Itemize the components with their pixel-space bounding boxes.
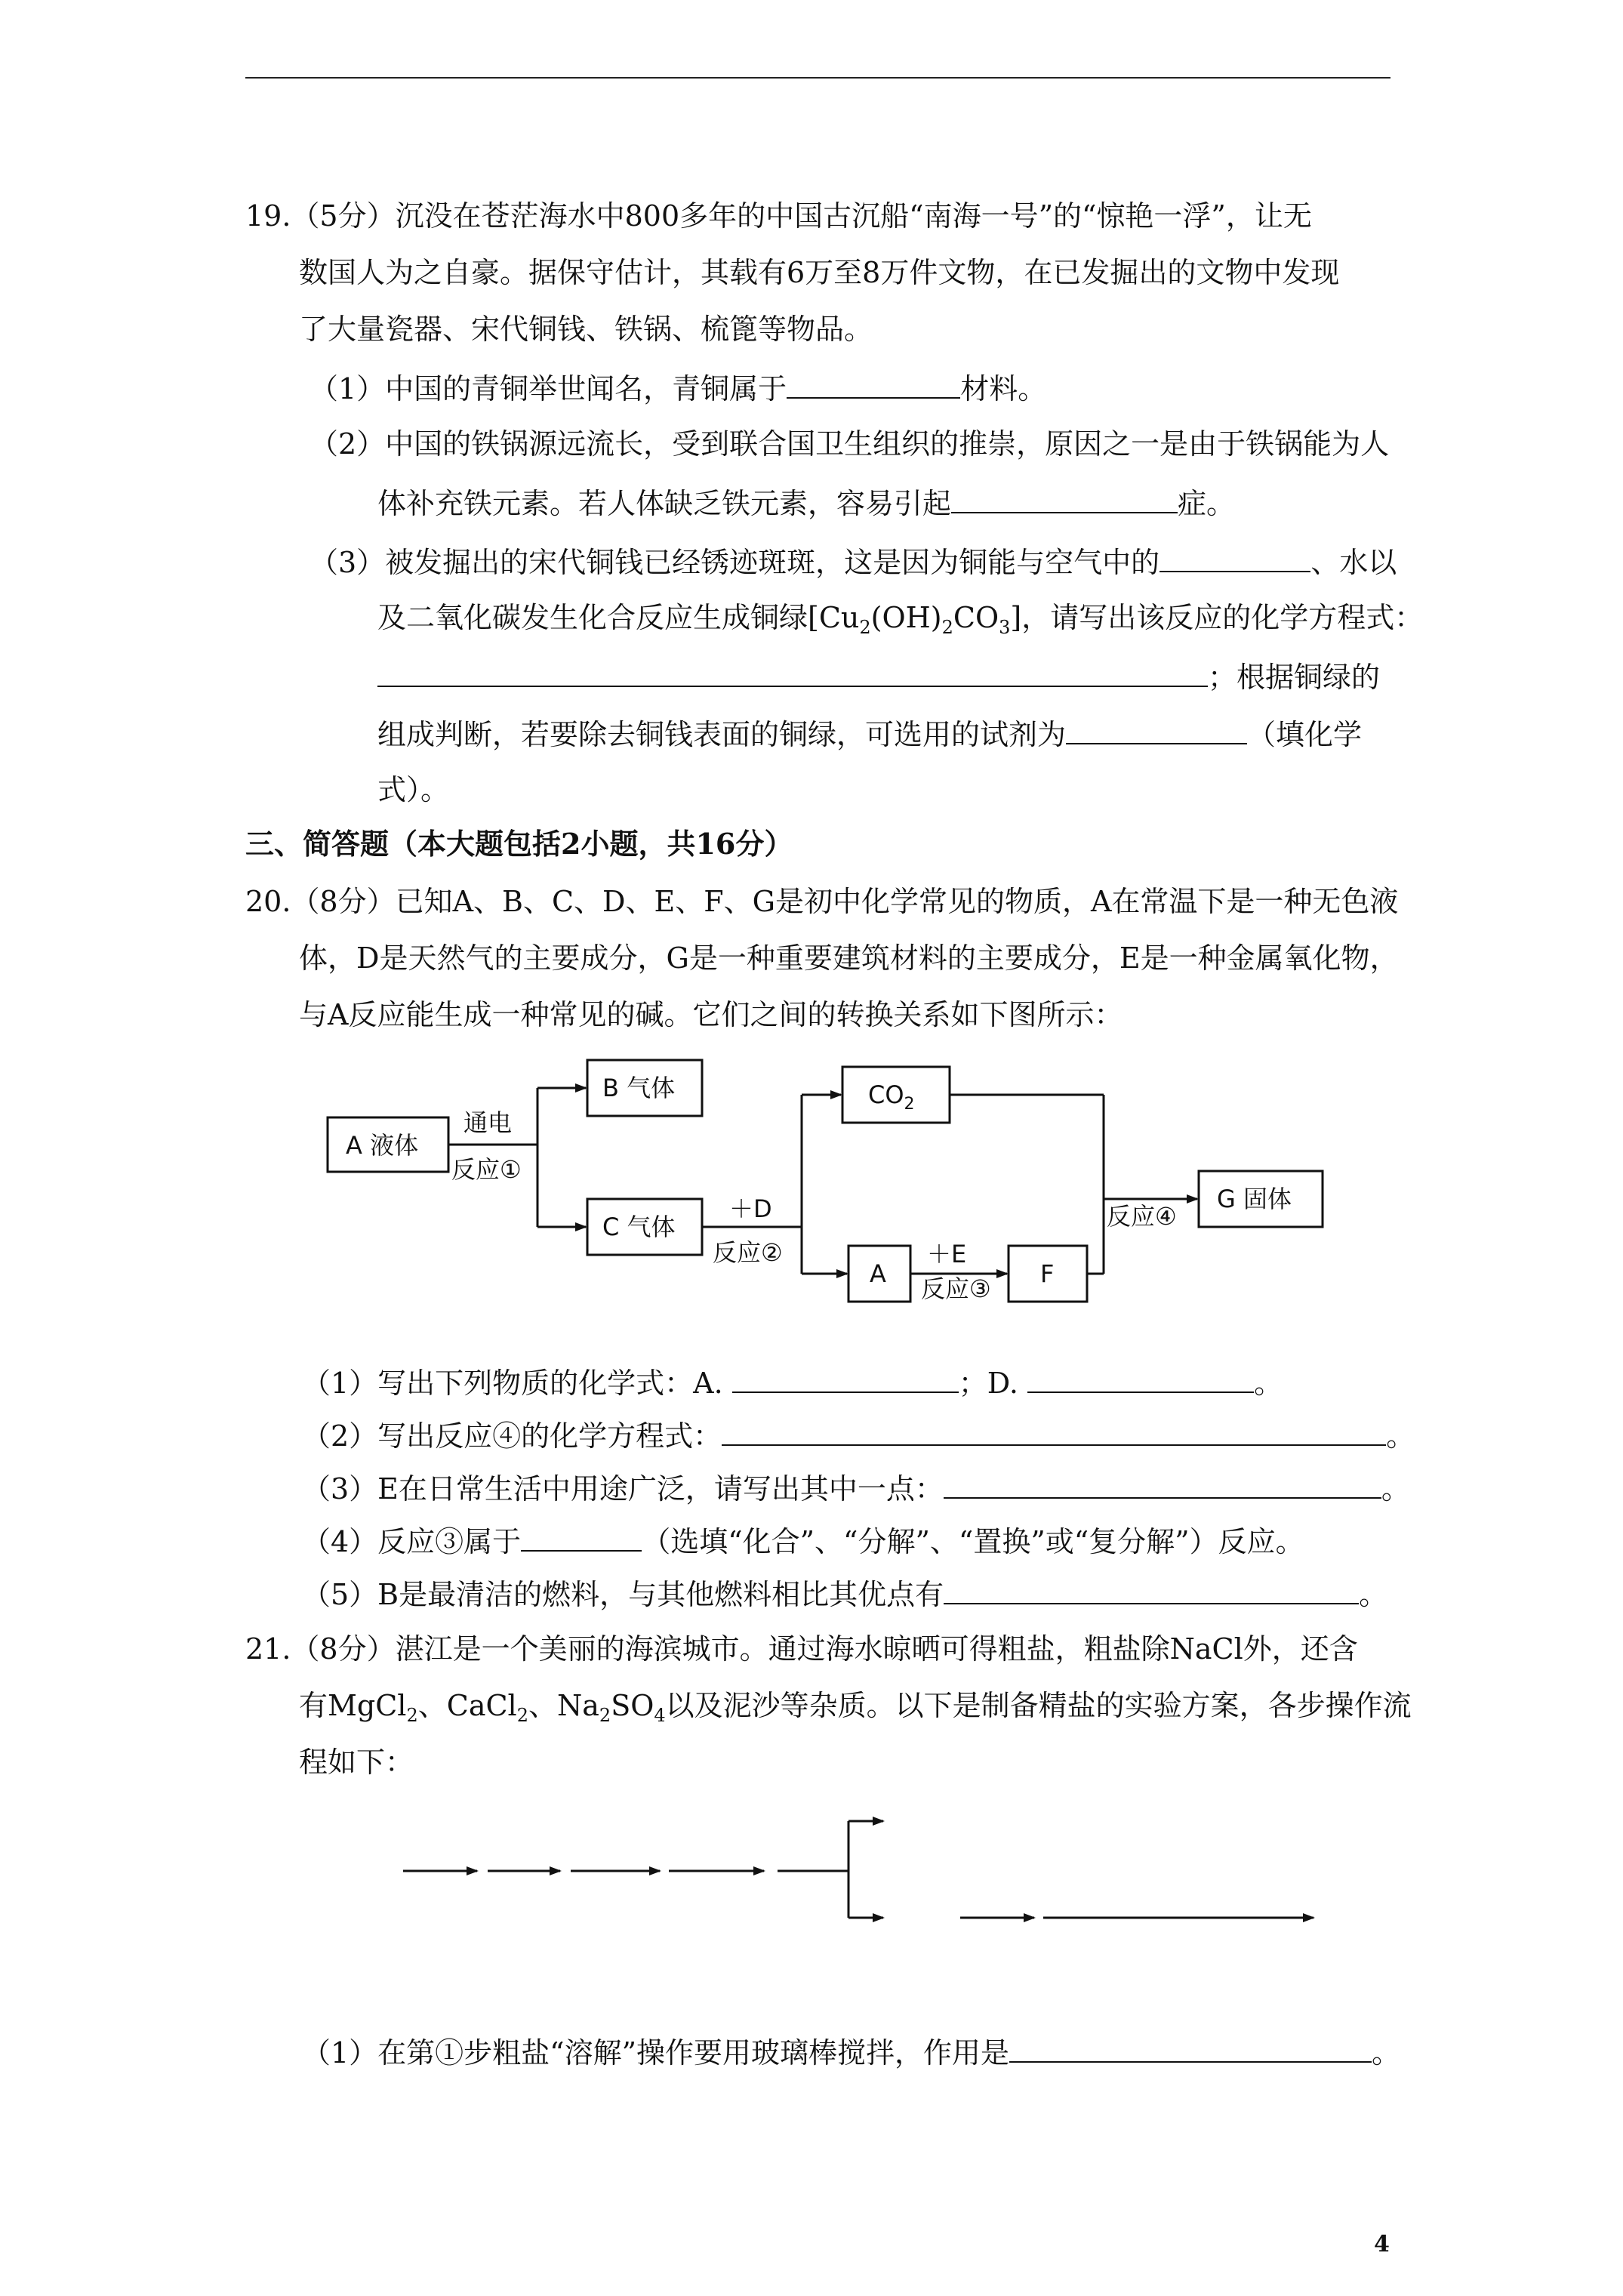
q20-line-1: 20.（8分）已知A、B、C、D、E、F、G是初中化学常见的物质，A在常温下是一种无色液 [245, 885, 1399, 918]
answer-blank[interactable] [787, 368, 960, 399]
label-reaction-2: 反应② [713, 1238, 783, 1267]
box-co2-label: $CO_2$ [868, 1080, 915, 1114]
answer-blank[interactable] [944, 1574, 1359, 1604]
label-plus-d: ＋D [729, 1194, 772, 1223]
q19-part-3-line-5: 式）。 [377, 773, 450, 806]
q20-part-2: （2）写出反应④的化学方程式： 。 [302, 1416, 1415, 1454]
box-a-label: A 液体 [346, 1131, 419, 1160]
answer-blank[interactable] [1066, 714, 1247, 744]
box-c-gas [587, 1199, 702, 1255]
answer-blank[interactable] [521, 1521, 642, 1552]
box-co2 [842, 1067, 950, 1123]
q20-part-5: （5）B是最清洁的燃料，与其他燃料相比其优点有 。 [302, 1574, 1387, 1613]
box-c-label: C 气体 [602, 1213, 676, 1241]
box-b-label: B 气体 [602, 1074, 676, 1102]
q21-line-1: 21.（8分）湛江是一个美丽的海滨城市。通过海水晾晒可得粗盐，粗盐除NaCl外，还含 [245, 1632, 1358, 1666]
q19-line-1: 19.（5分）沉没在苍茫海水中800多年的中国古沉船“南海一号”的“惊艳一浮”，让无 [245, 199, 1312, 233]
answer-blank[interactable] [732, 1363, 959, 1393]
q20-line-3: 与A反应能生成一种常见的碱。它们之间的转换关系如下图所示： [299, 998, 1123, 1031]
q19-part-2-line-2: 体补充铁元素。若人体缺乏铁元素，容易引起 症。 [377, 483, 1235, 522]
answer-blank[interactable] [1160, 542, 1310, 572]
header-rule [245, 77, 1390, 79]
page-number: 4 [1374, 2231, 1390, 2257]
process-flow-arrows [403, 1821, 1313, 1918]
q20-part-3: （3）E在日常生活中用途广泛，请写出其中一点： 。 [302, 1469, 1410, 1507]
q20-part-1: （1）写出下列物质的化学式：A. ；D. 。 [302, 1363, 1283, 1401]
q19-line-3: 了大量瓷器、宋代铜钱、铁锅、梳篦等物品。 [299, 313, 873, 346]
answer-blank[interactable] [1027, 1363, 1254, 1393]
answer-blank[interactable] [951, 483, 1178, 513]
box-b-gas [587, 1060, 702, 1116]
q21-line-2: 有MgCl$_2$、CaCl$_2$、$Na_2SO_4$以及泥沙等杂质。以下是制备精盐的实验方案，各步操作流 [299, 1689, 1412, 1726]
label-reaction-3: 反应③ [921, 1274, 991, 1303]
box-g-label: G 固体 [1217, 1185, 1292, 1213]
answer-blank[interactable] [1009, 2032, 1372, 2063]
box-f-label: F [1040, 1259, 1055, 1288]
label-reaction-4: 反应④ [1107, 1202, 1177, 1231]
box-g-solid [1199, 1171, 1323, 1227]
q19-part-3-line-2: 及二氧化碳发生化合反应生成铜绿$[Cu_2(OH)_2CO_3]$，请写出该反应的化学方程式： [377, 601, 1424, 638]
box-a2-label: A [870, 1259, 886, 1288]
q21-part-1: （1）在第①步粗盐“溶解”操作要用玻璃棒搅拌，作用是 。 [302, 2032, 1400, 2071]
q19-part-2-line-1: （2）中国的铁锅源远流长，受到联合国卫生组织的推崇，原因之一是由于铁锅能为人 [310, 427, 1390, 461]
q19-part-3-line-1: （3）被发掘出的宋代铜钱已经锈迹斑斑，这是因为铜能与空气中的 、水以 [310, 542, 1397, 581]
q19-part-3-line-4: 组成判断，若要除去铜钱表面的铜绿，可选用的试剂为 （填化学 [377, 714, 1362, 753]
answer-blank[interactable] [377, 657, 1208, 687]
label-plus-e: ＋E [927, 1240, 967, 1268]
label-electrolysis: 通电 [463, 1108, 513, 1137]
box-a-second [848, 1246, 910, 1302]
answer-blank[interactable] [722, 1416, 1386, 1446]
q20-part-4: （4）反应③属于 （选填“化合”、“分解”、“置换”或“复分解”）反应。 [302, 1521, 1304, 1560]
box-a-liquid [328, 1117, 448, 1172]
q19-part-1: （1）中国的青铜举世闻名，青铜属于 材料。 [310, 368, 1046, 407]
section-heading: 三、简答题（本大题包括2小题，共16分） [245, 827, 793, 861]
q20-line-2: 体，D是天然气的主要成分，G是一种重要建筑材料的主要成分，E是一种金属氧化物， [299, 942, 1399, 975]
label-reaction-1: 反应① [451, 1155, 522, 1184]
q19-part-3-line-3: ；根据铜绿的 [377, 657, 1380, 695]
q19-line-2: 数国人为之自豪。据保守估计，其载有6万至8万件文物，在已发掘出的文物中发现 [299, 256, 1340, 289]
answer-blank[interactable] [944, 1469, 1381, 1499]
box-f [1009, 1246, 1087, 1302]
q21-line-3: 程如下： [299, 1746, 414, 1779]
